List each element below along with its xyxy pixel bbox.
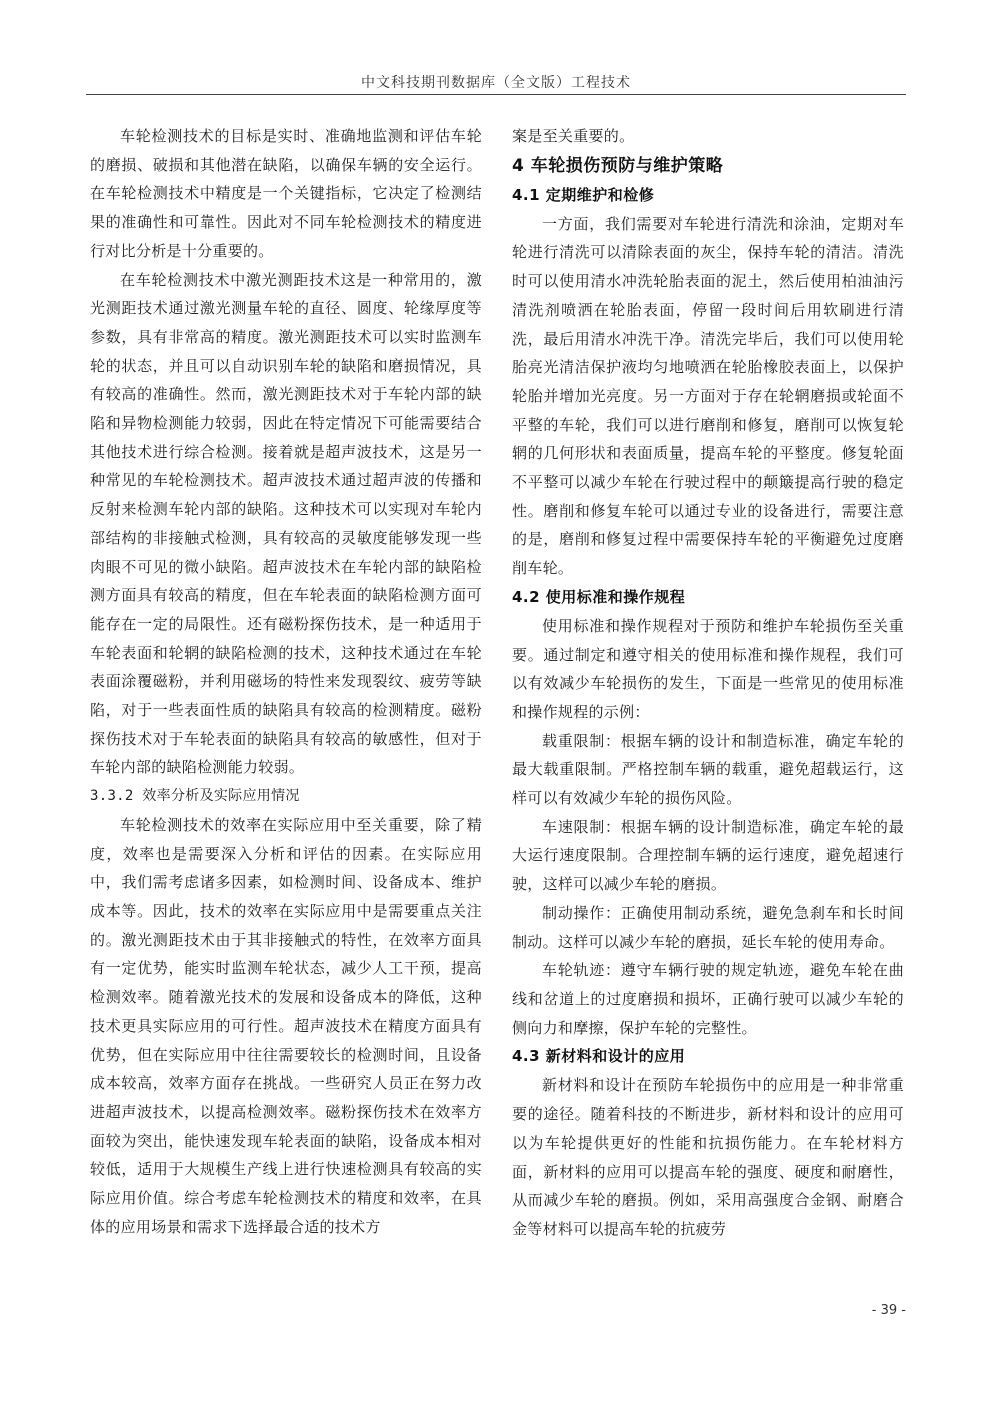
paragraph-speed-limit: 车速限制：根据车辆的设计制造标准，确定车轮的最大运行速度限制。合理控制车辆的运行速度，避免超速行驶，这样可以减少车轮的磨损。 <box>512 817 904 894</box>
paragraph-detection-techniques: 在车轮检测技术中激光测距技术这是一种常用的，激光测距技术通过激光测量车轮的直径、圆度、轮缘厚度等参数，具有非常高的精度。激光测距技术可以实时监测车轮的状态，并且可以自动识别车轮的缺陷和磨损情况，具有较高的准确性。然而，激光测距技术对于车轮内部的缺陷和异物检测能力较弱，因此在特定情况下可能需要结合其他技术进行综合检测。接着就是超声波技术，这是另一种常见的车轮检测技术。超声波技术通过超声波的传播和反射来检测车轮内部的缺陷。这种技术可以实现对车轮内部结构的非接触式检测，具有较高的灵敏度能够发现一些肉眼不可见的微小缺陷。超声波技术在车轮内部的缺陷检测方面具有较高的精度，但在车轮表面的缺陷检测方面可能存在一定的局限性。还有磁粉探伤技术，是一种适用于车轮表面和轮辋的缺陷检测的技术，这种技术通过在车轮表面涂覆磁粉，并利用磁场的特性来发现裂纹、疲劳等缺陷，对于一些表面性质的缺陷具有较高的检测精度。磁粉探伤技术对于车轮表面的缺陷具有较高的敏感性，但对于车轮内部的缺陷检测能力较弱。 <box>90 270 482 777</box>
paragraph-wheel-track: 车轮轨迹：遵守车辆行驶的规定轨迹，避免车轮在曲线和岔道上的过度磨损和损坏，正确行驶可以减少车轮的侧向力和摩擦，保护车轮的完整性。 <box>512 961 904 1037</box>
section-heading-4-1: 4.1 定期维护和检修 <box>512 185 655 204</box>
section-heading-4-2: 4.2 使用标准和操作规程 <box>512 587 686 606</box>
paragraph-precision-intro: 车轮检测技术的目标是实时、准确地监测和评估车轮的磨损、破损和其他潜在缺陷，以确保车辆的安全运行。在车轮检测技术中精度是一个关键指标，它决定了检测结果的准确性和可靠性。因此对不同车轮检测技术的精度进行对比分析是十分重要的。 <box>90 127 482 260</box>
paragraph-brake-operation: 制动操作：正确使用制动系统，避免急刹车和长时间制动。这样可以减少车轮的磨损，延长车轮的使用寿命。 <box>512 903 904 951</box>
running-header: 中文科技期刊数据库（全文版）工程技术 <box>361 75 631 91</box>
paragraph-load-limit: 载重限制：根据车辆的设计和制造标准，确定车轮的最大载重限制。严格控制车辆的载重，避免超载运行，这样可以有效减少车轮的损伤风险。 <box>512 731 904 808</box>
paragraph-maintenance: 一方面，我们需要对车轮进行清洗和涂油，定期对车轮进行清洗可以清除表面的灰尘，保持车轮的清洁。清洗时可以使用清水冲洗轮胎表面的泥土，然后使用柏油油污清洗剂喷洒在轮胎表面，停留一段时间后用软刷进行清洗，最后用清水冲洗干净。清洗完毕后，我们可以使用轮胎亮光清洁保护液均匀地喷洒在轮胎橡胶表面上，以保护轮胎并增加光亮度。另一方面对于存在轮辋磨损或轮面不平整的车轮，我们可以进行磨削和修复，磨削可以恢复轮辋的几何形状和表面质量，提高车轮的平整度。修复轮面不平整可以减少车轮在行驶过程中的颠簸提高行驶的稳定性。磨削和修复车轮可以通过专业的设备进行，需要注意的是，磨削和修复过程中需要保持车轮的平衡避免过度磨削车轮。 <box>512 214 904 578</box>
left-column <box>90 122 482 1241</box>
paragraph-efficiency-analysis: 车轮检测技术的效率在实际应用中至关重要，除了精度，效率也是需要深入分析和评估的因素。在实际应用中，我们需考虑诸多因素，如检测时间、设备成本、维护成本等。因此，技术的效率在实际应用中是需要重点关注的。激光测距技术由于其非接触式的特性，在效率方面具有一定优势，能实时监测车轮状态，减少人工干预，提高检测效率。随着激光技术的发展和设备成本的降低，这种技术更具实际应用的可行性。超声波技术在精度方面具有优势，但在实际应用中往往需要较长的检测时间，且设备成本较高，效率方面存在挑战。一些研究人员正在努力改进超声波技术，以提高检测效率。磁粉探伤技术在效率方面较为突出，能快速发现车轮表面的缺陷，设备成本相对较低，适用于大规模生产线上进行快速检测具有较高的实际应用价值。综合考虑车轮检测技术的精度和效率，在具体的应用场景和需求下选择最合适的技术方 <box>90 815 482 1236</box>
section-heading-4: 4 车轮损伤预防与维护策略 <box>512 155 724 176</box>
paragraph-standards-intro: 使用标准和操作规程对于预防和维护车轮损伤至关重要。通过制定和遵守相关的使用标准和操作规程，我们可以有效减少车轮损伤的发生，下面是一些常见的使用标准和操作规程的示例： <box>512 616 904 721</box>
paragraph-new-materials: 新材料和设计在预防车轮损伤中的应用是一种非常重要的途径。随着科技的不断进步，新材料和设计的应用可以为车轮提供更好的性能和抗损伤能力。在车轮材料方面，新材料的应用可以提高车轮的强度、硬度和耐磨性，从而减少车轮的磨损。例如，采用高强度合金钢、耐磨合金等材料可以提高车轮的抗疲劳 <box>512 1076 904 1238</box>
paragraph-continuation: 案是至关重要的。 <box>512 127 635 145</box>
section-heading-3-3-2: 3.3.2 效率分析及实际应用情况 <box>90 788 300 805</box>
header-rule <box>86 94 906 95</box>
page-number: - 39 - <box>871 1303 906 1318</box>
section-heading-4-3: 4.3 新材料和设计的应用 <box>512 1047 686 1066</box>
right-column <box>512 122 904 1244</box>
